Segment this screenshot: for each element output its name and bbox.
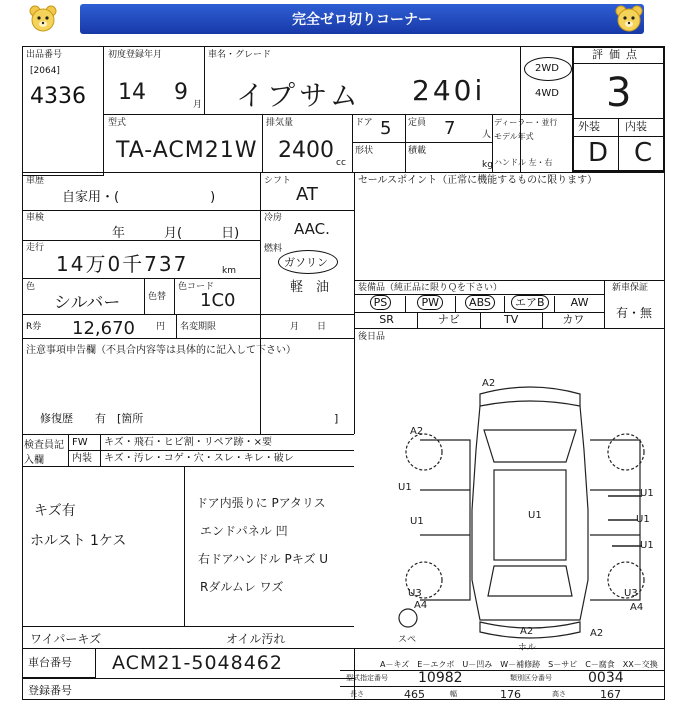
mascot-bear-icon-right xyxy=(614,4,644,34)
model-year-label: モデル年式 xyxy=(494,132,534,141)
recycle-value: 12,670 xyxy=(72,318,135,339)
interior-label: 内装 xyxy=(625,120,647,133)
tax-label: 名変期限 xyxy=(180,322,217,332)
grade: 240i xyxy=(412,74,486,107)
doors-label: ドア xyxy=(355,118,373,128)
person-unit: 人 xyxy=(482,130,492,140)
chassis-label: 車台番号 xyxy=(28,656,72,669)
color-code-value: 1C0 xyxy=(200,290,236,311)
shift-label: シフト xyxy=(264,176,292,186)
equipment-item-row2-2: TV xyxy=(481,313,543,328)
color-label: 色 xyxy=(26,282,36,292)
displacement-value: 2400 xyxy=(278,138,334,163)
equipment-row-1 xyxy=(356,296,604,312)
interior-grade: C xyxy=(634,138,653,168)
month-unit: 月 xyxy=(193,100,203,110)
fw-label: FW xyxy=(72,437,88,448)
first-reg-year: 14 xyxy=(118,80,146,105)
interior-items: キズ・汚レ・コゲ・穴・スレ・キレ・破レ xyxy=(104,453,294,464)
first-reg-label: 初度登録年月 xyxy=(108,50,163,60)
mark-u1-b: U1 xyxy=(410,516,424,527)
chassis-number: ACM21-5048462 xyxy=(112,652,283,674)
mark-a4-right: A4 xyxy=(630,602,644,613)
registration-label: 登録番号 xyxy=(28,684,72,697)
equipment-item-row1-3: エアB xyxy=(505,296,555,312)
mark-a4-left: A4 xyxy=(414,600,428,611)
model-label: 型式 xyxy=(108,118,127,128)
capacity-label: 定員 xyxy=(408,118,427,128)
lot-number: 4336 xyxy=(30,84,86,109)
dim-length-value: 465 xyxy=(404,688,425,701)
mark-u1-a: U1 xyxy=(398,482,412,493)
load-label: 積載 xyxy=(408,146,427,156)
usage-value: 自家用・( ) xyxy=(62,190,216,205)
new-car-value: 有・無 xyxy=(616,306,653,320)
equipment-item-row2-1: ナビ xyxy=(418,313,480,328)
lot-sub: [2064] xyxy=(30,66,60,76)
fw-items: キズ・飛石・ヒビ割・リペア跡・×要 xyxy=(104,437,272,448)
exterior-grade: D xyxy=(588,138,609,168)
car-name: イプサム xyxy=(236,79,362,112)
dim-width-value: 176 xyxy=(500,688,521,701)
fuel-label: 燃料 xyxy=(264,244,283,254)
drive-2wd-circle xyxy=(524,57,572,81)
km-unit: km xyxy=(222,266,236,276)
tax-value: 月 日 xyxy=(290,322,327,332)
model-value: TA-ACM21W xyxy=(116,138,258,163)
color-value: シルバー xyxy=(54,293,121,313)
recycle-label: R券 xyxy=(26,322,42,332)
mark-u1-f: U1 xyxy=(640,540,654,551)
drive-2wd: 2WD xyxy=(535,63,559,74)
equipment-item-row2-3: カワ xyxy=(562,313,585,326)
mileage-label: 走行 xyxy=(26,243,45,253)
hand-note-right-2: エンドパネル 凹 xyxy=(200,524,288,538)
cert-label: 型式指定番号 xyxy=(346,674,388,682)
equipment-item-row1-4: AW xyxy=(570,296,589,309)
repair-end: ] xyxy=(334,412,339,425)
damage-legend: A－キズ E－エクボ U－凹み W－補修跡 S－サビ C－腐食 XX－交換 xyxy=(380,660,658,669)
mark-u1-e: U1 xyxy=(636,514,650,525)
class-label: 類別区分番号 xyxy=(510,674,552,682)
hand-note-left-1: キズ有 xyxy=(34,503,76,519)
inspector-label: 検査員記入欄 xyxy=(24,440,64,466)
fuel-diesel: 軽 油 xyxy=(290,280,330,295)
dim-length-label: 長さ xyxy=(350,690,364,698)
interior-check-label: 内装 xyxy=(72,453,92,464)
shape-label: 形状 xyxy=(355,146,374,156)
equipment-item-row2-0: SR xyxy=(356,313,418,328)
dim-height-value: 167 xyxy=(600,688,621,701)
shift-value: AT xyxy=(296,184,318,205)
mark-a2-top: A2 xyxy=(482,378,496,389)
car-name-label: 車名・グレード xyxy=(208,50,272,60)
exterior-label: 外装 xyxy=(578,120,600,133)
dealer-label: ディーラー・並行 xyxy=(494,118,558,127)
cc-unit: cc xyxy=(336,158,346,168)
lot-label: 出品番号 xyxy=(26,50,63,60)
equipment-label: 装備品（純正品に限りＱを下さい） xyxy=(358,283,503,293)
title-banner: 完全ゼロ切りコーナー xyxy=(80,4,644,34)
repair-label: 修復歴 有 [箇所 xyxy=(40,412,144,425)
usage-label: 車歴 xyxy=(26,176,45,186)
mark-a2-left: A2 xyxy=(410,426,424,437)
equipment-item-row1-2: ABS xyxy=(456,296,506,312)
cert-value: 10982 xyxy=(418,670,463,686)
mileage-value: 14万0千737 xyxy=(56,252,189,276)
dim-width-label: 幅 xyxy=(450,690,457,698)
capacity-value: 7 xyxy=(444,118,456,139)
rear-label: 後日品 xyxy=(358,332,386,342)
hand-note-bottom-2: オイル汚れ xyxy=(226,632,286,646)
handle-label: ハンドル 左・右 xyxy=(494,158,553,167)
hand-note-bottom-1: ワイパーキズ xyxy=(30,632,102,646)
hand-note-right-1: ドア内張りに Pアタリス xyxy=(196,496,326,510)
ac-label: 冷房 xyxy=(264,213,283,223)
equipment-item-row1-0: PS xyxy=(356,296,406,312)
dim-height-label: 高さ xyxy=(552,690,566,698)
inspection-value: 年 月( 日) xyxy=(112,226,240,241)
mark-u1-d: U1 xyxy=(640,488,654,499)
color-code-label: 色コード xyxy=(178,282,215,292)
mark-a2-bottom: A2 xyxy=(520,626,534,637)
score-value: 3 xyxy=(606,70,632,116)
first-reg-month: 9 xyxy=(174,80,188,105)
notes-label: 注意事項申告欄（不具合内容等は具体的に記入して下さい） xyxy=(26,345,296,356)
hand-note-right-4: Rダルムレ ワズ xyxy=(200,580,284,594)
mark-a2-bottom-right: A2 xyxy=(590,628,604,639)
hand-note-right-3: 右ドアハンドル Pキズ U xyxy=(198,552,329,566)
equipment-item-row1-1: PW xyxy=(406,296,456,312)
inspection-label: 車検 xyxy=(26,213,45,223)
yen-unit: 円 xyxy=(156,322,166,332)
new-car-label: 新車保証 xyxy=(612,283,649,293)
mark-spare: スペ xyxy=(398,635,417,645)
doors-value: 5 xyxy=(380,118,392,139)
ac-value: AAC. xyxy=(294,220,330,238)
selling-point-label: セールスポイント（正常に機能するものに限ります） xyxy=(358,175,598,186)
mark-u1-c: U1 xyxy=(528,510,542,521)
score-label: 評価点 xyxy=(592,48,643,61)
equipment-row-2 xyxy=(356,313,604,328)
displacement-label: 排気量 xyxy=(266,118,294,128)
mark-u3: U3 xyxy=(408,588,422,599)
color-change-label: 色替 xyxy=(148,292,167,302)
mascot-bear-icon-left xyxy=(28,4,58,34)
hand-note-left-2: ホルスト 1ケス xyxy=(30,533,127,549)
class-value: 0034 xyxy=(588,670,624,686)
drive-4wd: 4WD xyxy=(535,88,559,99)
mark-u3-right: U3 xyxy=(624,588,638,599)
mark-fl: ホル xyxy=(518,643,537,653)
kg-unit: kg xyxy=(482,160,493,170)
fuel-gas: ガソリン xyxy=(284,256,328,269)
